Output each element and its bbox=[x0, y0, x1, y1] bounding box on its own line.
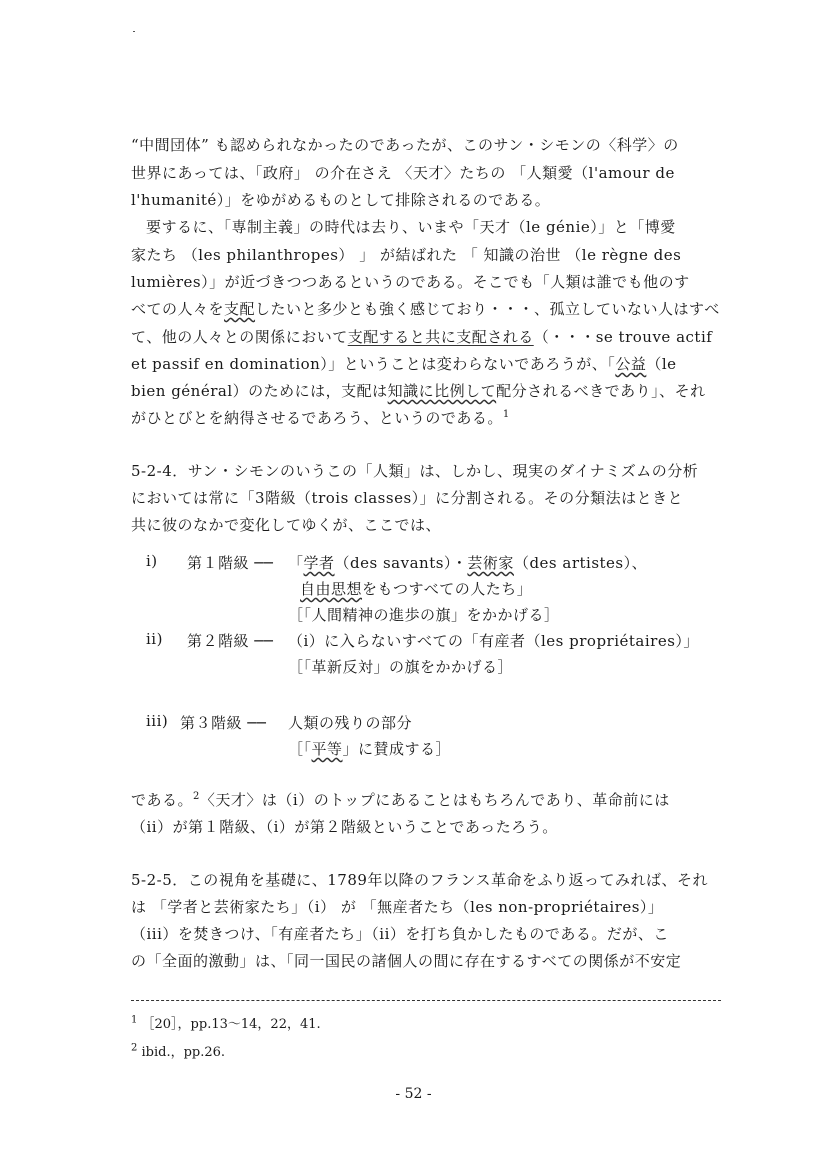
scan-speck bbox=[133, 31, 135, 32]
footnote-2 bbox=[131, 1041, 225, 1060]
s525-line-2: は 「学者と芸術家たち」（i） が 「無産者たち（les non-propriétaires）」 bbox=[131, 898, 664, 916]
class-3-close: 」に賛成する］ bbox=[342, 740, 452, 758]
class-3-label: 第３階級 ── bbox=[180, 714, 267, 732]
p2-line-6 bbox=[131, 353, 677, 374]
p2-line-7 bbox=[131, 380, 706, 401]
class-2-number: ii) bbox=[146, 630, 163, 648]
p2-line-6-underlined: 公益 bbox=[615, 355, 647, 373]
class-3-open: ［「 bbox=[288, 740, 312, 758]
s524-line-2: においては常に「3階級（trois classes）」に分割される。その分類法はときと bbox=[131, 489, 684, 507]
p2-line-7-underlined: 知識に比例して bbox=[387, 382, 497, 400]
class-2-line-1: （i）に入らないすべての「有産者（les propriétaires）」 bbox=[288, 632, 699, 650]
class-3-equality: 平等 bbox=[311, 740, 343, 758]
p2-line-8 bbox=[131, 407, 510, 428]
s525-line-1: 5-2-5．この視角を基礎に、1789年以降のフランス革命をふり返ってみれば、それ bbox=[131, 871, 708, 889]
p2-line-5 bbox=[131, 326, 712, 347]
class-2-label: 第２階級 ── bbox=[187, 632, 274, 650]
p2-line-5-b: （・・・se trouve actif bbox=[533, 328, 713, 346]
s524-line-1: 5-2-4．サン・シモンのいうこの「人類」は、しかし、現実のダイナミズムの分析 bbox=[131, 462, 699, 480]
class-1-open-quote: 「 bbox=[288, 554, 304, 572]
footnote-1-marker: 1 bbox=[131, 1014, 138, 1026]
class-3-line-1: 人類の残りの部分 bbox=[288, 714, 413, 732]
footnote-2-marker: 2 bbox=[131, 1042, 138, 1054]
class-1-number: i) bbox=[146, 552, 158, 570]
p1-line-3: l'humanité）」をゆがめるものとして排除されるのである。 bbox=[131, 191, 551, 209]
class-1-label: 第１階級 ── bbox=[187, 554, 274, 572]
s525-line-4: の「全面的激動」は、「同一国民の諸個人の間に存在するすべての関係が不安定 bbox=[131, 952, 682, 970]
class-1-line-1 bbox=[288, 552, 647, 573]
after-line-1-a: である。 bbox=[131, 791, 194, 809]
p2-line-4-b: したいと多少とも強く感じており・・・、孤立していない人はすべ bbox=[255, 300, 720, 318]
class-1-line-2-rest: をもつすべての人たち」 bbox=[362, 580, 533, 598]
p2-line-8-text: がひとびとを納得させるであろう、というのである。 bbox=[131, 409, 503, 427]
p2-line-6-a: et passif en domination）」ということは変わらないであろうが、「 bbox=[131, 355, 616, 373]
s525-line-3: （iii）を焚きつけ、「有産者たち」（ii）を打ち負かしたものである。だが、こ bbox=[131, 925, 669, 943]
class-3-line-2 bbox=[288, 738, 451, 759]
class-1-line-2 bbox=[300, 578, 532, 599]
p2-line-7-b: 配分されるべきであり」、それ bbox=[496, 382, 706, 400]
class-1-free-thought: 自由思想 bbox=[300, 580, 363, 598]
p2-line-5-underlined: 支配すると共に支配される bbox=[347, 328, 534, 346]
p2-line-1: 要するに、「専制主義」の時代は去り、いまや「天才（le génie）」と「博愛 bbox=[146, 218, 676, 236]
footnote-divider bbox=[131, 1000, 721, 1001]
class-1-savants-fr: （des savants）・ bbox=[334, 554, 468, 572]
class-2-line-2: ［「革新反対」の旗をかかげる］ bbox=[288, 658, 514, 676]
after-line-1-b: 〈天才〉は（i）のトップにあることはもちろんであり、革命前には bbox=[199, 791, 670, 809]
p2-line-4-underlined: 支配 bbox=[224, 300, 256, 318]
class-1-savants: 学者 bbox=[303, 554, 335, 572]
s524-line-3: 共に彼のなかで変化してゆくが、ここでは、 bbox=[131, 516, 442, 534]
footnote-1-text: ［20］，pp.13～14，22，41. bbox=[141, 1017, 321, 1032]
class-1-line-3: ［「人間精神の進歩の旗」をかかげる］ bbox=[288, 606, 560, 624]
footnote-ref-1: 1 bbox=[502, 409, 510, 420]
footnote-1 bbox=[131, 1013, 321, 1032]
class-3-number: iii) bbox=[146, 712, 169, 730]
p1-line-1: “中間団体” も認められなかったのであったが、このサン・シモンの〈科学〉の bbox=[131, 136, 679, 154]
p2-line-2: 家たち （les philanthropes） 」 が結ばれた 「 知識の治世 （le règne des bbox=[131, 246, 682, 264]
p2-line-5-a: て、他の人々との関係において bbox=[131, 328, 348, 346]
p2-line-4 bbox=[131, 298, 720, 319]
class-1-artists: 芸術家 bbox=[467, 554, 514, 572]
footnote-ref-2: 2 bbox=[193, 791, 200, 802]
p2-line-4-a: べての人々を bbox=[131, 300, 225, 318]
p2-line-3: lumières）」が近づきつつあるというのである。そこでも「人類は誰でも他のす bbox=[131, 273, 690, 291]
footnote-2-text: ibid.，pp.26. bbox=[141, 1045, 226, 1060]
after-line-1 bbox=[131, 789, 670, 810]
after-line-2: （ii）が第１階級、（i）が第２階級ということであったろう。 bbox=[131, 818, 558, 836]
class-1-artists-fr: （des artistes）、 bbox=[513, 554, 648, 572]
page-number: - 52 - bbox=[395, 1086, 432, 1102]
p2-line-6-b: （le bbox=[646, 355, 677, 373]
p1-line-2: 世界にあっては、「政府」 の介在さえ 〈天才〉たちの 「人類愛（l'amour de bbox=[131, 164, 675, 182]
p2-line-7-a: bien général）のためには，支配は bbox=[131, 382, 388, 400]
